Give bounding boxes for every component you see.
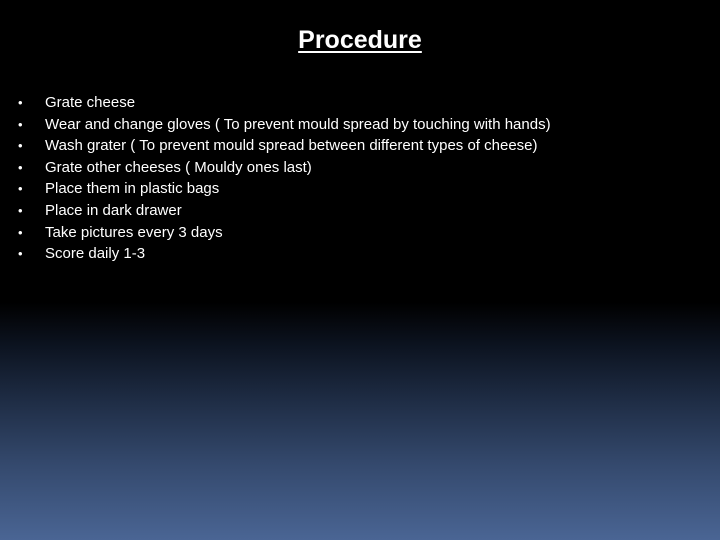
bullet-icon: • (18, 116, 23, 132)
list-item (18, 200, 551, 222)
procedure-list (18, 92, 551, 265)
list-item-text: Grate cheese (45, 94, 136, 111)
bullet-icon: • (18, 246, 23, 262)
list-item (18, 92, 551, 114)
list-item-text: Place them in plastic bags (45, 180, 220, 198)
list-item (18, 178, 551, 200)
bullet-icon: • (18, 181, 23, 197)
list-item (18, 135, 551, 157)
list-item-text: Wash grater ( To prevent mould spread between different types of cheese) (45, 137, 538, 155)
bullet-icon: • (18, 95, 23, 110)
list-item-text: Place in dark drawer (45, 201, 182, 219)
list-item (18, 114, 551, 136)
list-item-text: Wear and change gloves ( To prevent mould spread by touching with hands) (45, 115, 551, 133)
list-item (18, 243, 551, 265)
list-item (18, 157, 551, 179)
list-item-text: Score daily 1-3 (45, 245, 146, 263)
slide-title: Procedure (298, 26, 422, 54)
bullet-icon: • (18, 138, 23, 154)
list-item-text: Take pictures every 3 days (45, 223, 223, 241)
list-item (18, 222, 551, 244)
bullet-icon: • (18, 202, 23, 218)
list-item-text: Grate other cheeses ( Mouldy ones last) (45, 158, 312, 176)
bullet-icon: • (18, 159, 23, 175)
bullet-icon: • (18, 224, 23, 240)
